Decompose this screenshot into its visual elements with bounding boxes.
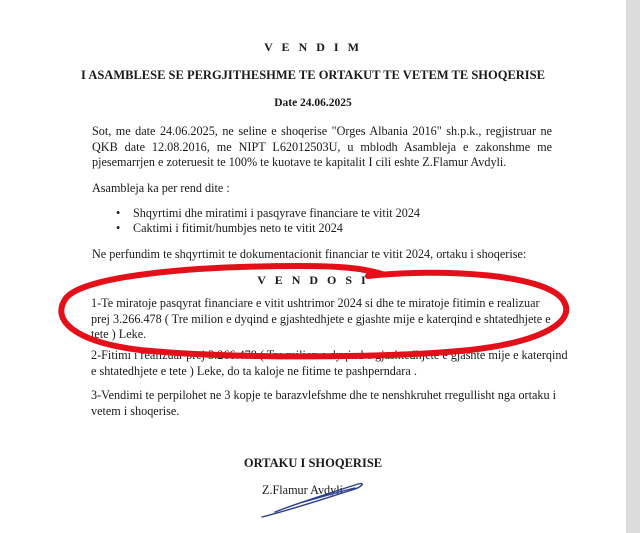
decision-3: 3-Vendimi te perpilohet ne 3 kopje te barazvlefshme dhe te nenshkruhet rregullisht nga ortaku i vetem i shoqerise. (91, 388, 557, 418)
signature-title: ORTAKU I SHOQERISE (243, 456, 383, 470)
bullet-icon: • (116, 221, 121, 235)
agenda-intro: Asambleja ka per rend dite : (92, 181, 230, 195)
background-edge (626, 0, 640, 533)
bullet-icon: • (116, 206, 121, 220)
agenda-item-text: Caktimi i fitimit/humbjes neto te vitit 2024 (133, 221, 343, 235)
red-ellipse-annotation (61, 266, 566, 356)
document-heading: V E N D I M (264, 40, 362, 54)
decision-1: 1-Te miratoje pasqyrat financiare e vitit ushtrimor 2024 si dhe te miratoje fitimin e realizuar prej 3.266.478 ( Tre milion e dyqind e gjashtedhjete e gjashte mije e katerqind e shtatedhjete e tete ) Leke. (91, 296, 551, 341)
conclusion-intro: Ne perfundim te shqyrtimit te dokumentacionit financiar te vitit 2024, ortaku i shoqerise: (92, 247, 527, 261)
decision-2: 2-Fitimi i realizuar prej 3.266.478 ( Tre milion e dyqind e gjashtedhjete e gjashte mije e katerqind e shtatedhjete e tete ) Leke, do ta kaloje ne fitime te pashperndara . (91, 348, 568, 378)
agenda-item-text: Shqyrtimi dhe miratimi i pasqyrave financiare te vitit 2024 (133, 206, 421, 220)
signature-name: Z.Flamur Avdyli (262, 483, 344, 497)
decision-heading: V E N D O S I (257, 273, 369, 287)
document-subheading: I ASAMBLESE SE PERGJITHESHME TE ORTAKUT TE VETEM TE SHOQERISE (81, 68, 545, 82)
intro-paragraph: Sot, me date 24.06.2025, ne seline e shoqerise "Orges Albania 2016" sh.p.k., regjistruar ne QKB date 12.08.2016, me NIPT L62012503U, u mblodh Asambleja e zakonshme me pjesemarrjen e zoteruesit te 100% te kuotave te kapitalit I cili eshte Z.Flamur Avdyli. (92, 124, 552, 169)
signature-scribble (262, 484, 362, 517)
document-date: Date 24.06.2025 (274, 97, 352, 109)
